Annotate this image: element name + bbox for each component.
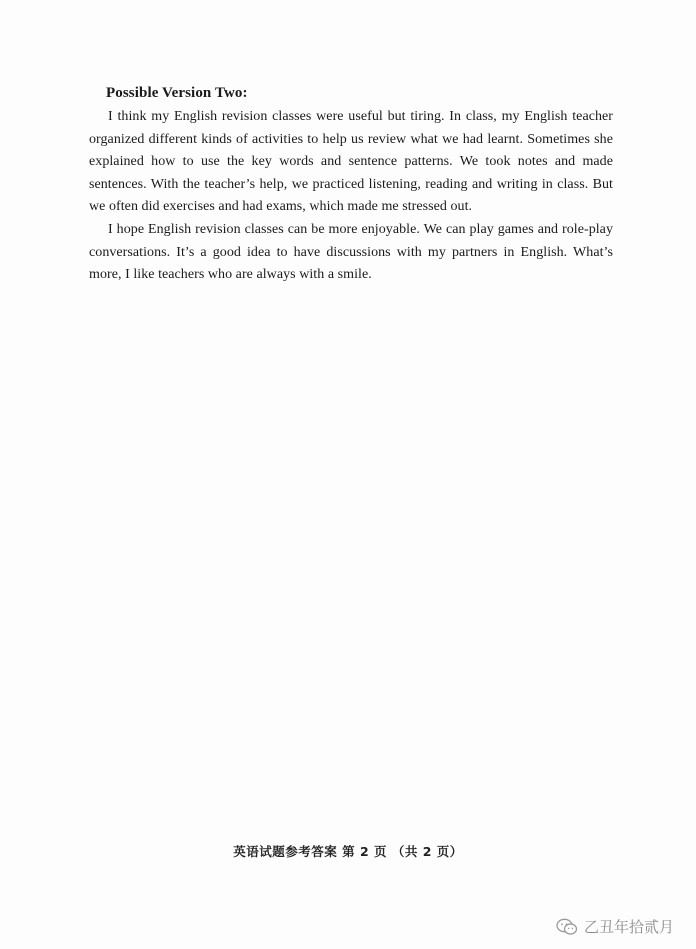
watermark-text: 乙丑年拾贰月 bbox=[583, 918, 674, 936]
paragraph-2: I hope English revision classes can be more enjoyable. We can play games and role-play conversations. It’s a good idea to have discussions with my partners in English. What’s more, I like teachers who are always with a smile. bbox=[89, 221, 613, 283]
paragraph-1: I think my English revision classes were useful but tiring. In class, my English teacher organized different kinds of activities to help us review what we had learnt. Sometimes she explained how to use the key words and sentence patterns. We took notes and made sentences. With the teacher’s help, we practiced listening, reading and writing in class. But we often did exercises and had exams, which made me stressed out. bbox=[89, 109, 613, 215]
answer-content bbox=[89, 84, 613, 287]
watermark bbox=[556, 916, 674, 937]
page-footer: 英语试题参考答案 第 2 页 （共 2 页） bbox=[233, 844, 463, 859]
section-heading: Possible Version Two: bbox=[106, 85, 248, 101]
wechat-icon bbox=[556, 918, 578, 936]
